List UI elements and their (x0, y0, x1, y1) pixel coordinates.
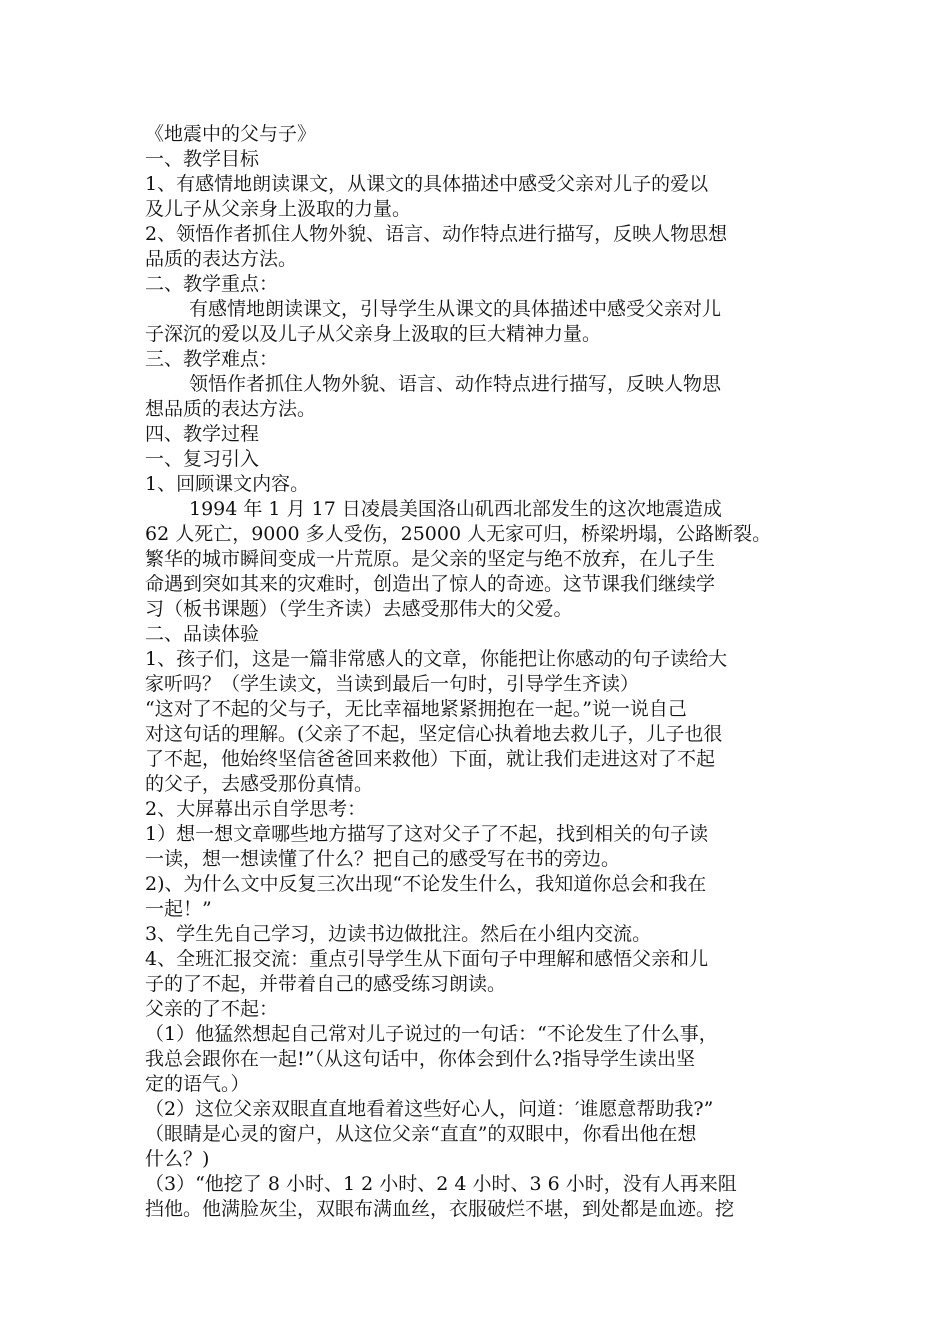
text-line: 的父子，去感受那份真情。 (145, 773, 374, 795)
text-line: 1）想一想文章哪些地方描写了这对父子了不起，找到相关的句子读 (145, 823, 709, 845)
text-line: 4、全班汇报交流：重点引导学生从下面句子中理解和感悟父亲和儿 (145, 948, 709, 970)
text-line: （2）这位父亲双眼直直地看着这些好心人，问道：′谁愿意帮助我?” (145, 1098, 714, 1120)
text-line: 子的了不起，并带着自己的感受练习朗读。 (145, 973, 507, 995)
text-line: 1、回顾课文内容。 (145, 473, 310, 495)
text-line: 1、孩子们，这是一篇非常感人的文章，你能把让你感动的句子读给大 (145, 648, 728, 670)
text-line: （1）他猛然想起自己常对儿子说过的一句话：“不论发生了什么事， (145, 1023, 718, 1045)
text-line: 命遇到突如其来的灾难时，创造出了惊人的奇迹。这节课我们继续学 (145, 573, 716, 595)
text-line: 有感情地朗读课文，引导学生从课文的具体描述中感受父亲对儿 (189, 298, 722, 320)
text-line: 62 人死亡，9000 多人受伤，25000 人无家可归，桥梁坍塌，公路断裂。 (145, 523, 772, 545)
section-heading: 三、教学难点： (145, 348, 279, 370)
section-heading: 一、教学目标 (145, 148, 260, 170)
text-line: 2)、为什么文中反复三次出现“不论发生什么，我知道你总会和我在 (145, 873, 707, 895)
text-line: 1、有感情地朗读课文，从课文的具体描述中感受父亲对儿子的爱以 (145, 173, 709, 195)
text-line: 3、学生先自己学习，边读书边做批注。然后在小组内交流。 (145, 923, 652, 945)
text-line: 品质的表达方法。 (145, 248, 298, 270)
text-line: 对这句话的理解。(父亲了不起，坚定信心执着地去救儿子，儿子也很 (145, 723, 723, 745)
section-heading: 四、教学过程 (145, 423, 260, 445)
text-line: 定的语气。） (145, 1073, 250, 1095)
text-line: 2、领悟作者抓住人物外貌、语言、动作特点进行描写，反映人物思想 (145, 223, 728, 245)
text-line: 一起！” (145, 898, 212, 920)
text-line: 及儿子从父亲身上汲取的力量。 (145, 198, 412, 220)
text-line: 1994 年 1 月 17 日凌晨美国洛山矶西北部发生的这次地震造成 (189, 498, 722, 520)
text-line: 想品质的表达方法。 (145, 398, 317, 420)
text-line: 子深沉的爱以及儿子从父亲身上汲取的巨大精神力量。 (145, 323, 602, 345)
text-line: 家听吗？（学生读文，当读到最后一句时，引导学生齐读） (145, 673, 640, 695)
section-heading: 二、品读体验 (145, 623, 260, 645)
section-heading: 一、复习引入 (145, 448, 260, 470)
document-page (145, 122, 810, 1222)
text-line: 习（板书课题）（学生齐读）去感受那伟大的父爱。 (145, 598, 573, 620)
text-line: 挡他。他满脸灰尘，双眼布满血丝，衣服破烂不堪，到处都是血迹。挖 (145, 1198, 735, 1220)
text-line: 什么？) (145, 1148, 210, 1170)
text-line: （眼睛是心灵的窗户，从这位父亲“直直”的双眼中，你看出他在想 (145, 1123, 697, 1145)
text-line: 了不起，他始终坚信爸爸回来救他）下面，就让我们走进这对了不起 (145, 748, 716, 770)
doc-title: 《地震中的父与子》 (145, 123, 317, 145)
text-line: 繁华的城市瞬间变成一片荒原。是父亲的坚定与绝不放弃，在儿子生 (145, 548, 716, 570)
text-line: “这对了不起的父与子，无比幸福地紧紧拥抱在一起。”说一说自己 (145, 698, 687, 720)
text-line: 一读，想一想读懂了什么？把自己的感受写在书的旁边。 (145, 848, 621, 870)
text-line: 领悟作者抓住人物外貌、语言、动作特点进行描写，反映人物思 (189, 373, 722, 395)
text-line: 父亲的了不起： (145, 998, 279, 1020)
text-line: （3）“他挖了 8 小时、1 2 小时、2 4 小时、3 6 小时，没有人再来阻 (145, 1173, 737, 1195)
text-line: 2、大屏幕出示自学思考： (145, 798, 367, 820)
text-line: 我总会跟你在一起!”（从这句话中，你体会到什么?指导学生读出坚 (145, 1048, 696, 1070)
section-heading: 二、教学重点： (145, 273, 279, 295)
